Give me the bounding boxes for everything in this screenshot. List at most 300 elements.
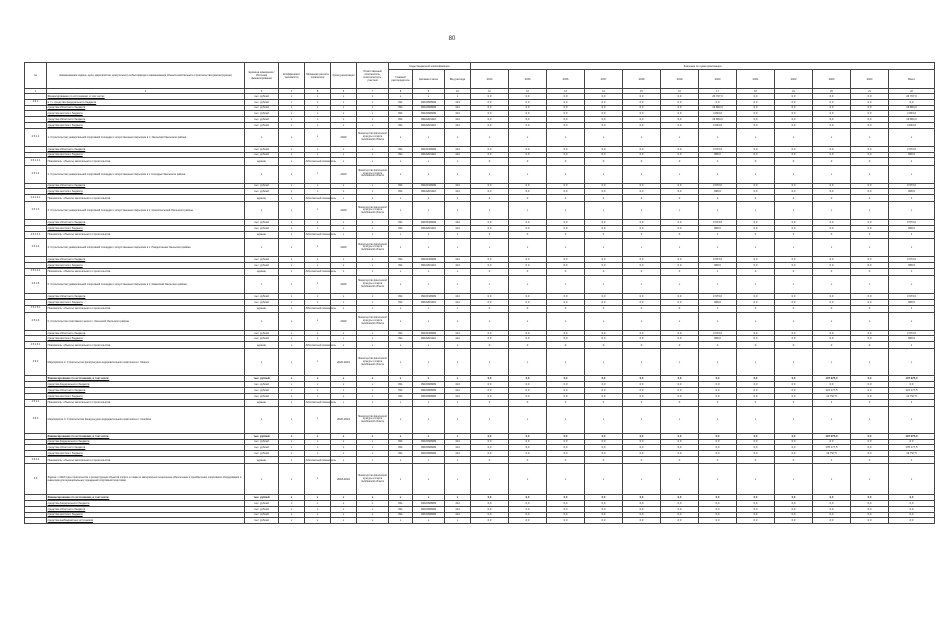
row-total-value: 124 177,5 bbox=[889, 388, 935, 394]
row-method: x bbox=[305, 393, 331, 399]
row-cell: 0 bbox=[547, 399, 585, 406]
row-cell: 0,0 bbox=[547, 146, 585, 152]
column-index: 6 bbox=[331, 89, 357, 94]
row-cell: 0 bbox=[699, 457, 737, 464]
row-cell: 0,0 bbox=[471, 152, 509, 158]
row-cell: x bbox=[279, 349, 305, 376]
row-cell: x bbox=[279, 518, 305, 524]
row-cell: 0,0 bbox=[509, 506, 547, 512]
row-cell: x bbox=[279, 439, 305, 445]
row-cell: x bbox=[445, 268, 471, 275]
row-cell: 0,0 bbox=[737, 94, 775, 100]
row-cell: 0,0 bbox=[509, 257, 547, 263]
row-name: Показатель: объекты капитального строительства bbox=[47, 305, 245, 312]
column-index: 16 bbox=[661, 89, 699, 94]
row-cell: 0,0 bbox=[623, 451, 661, 457]
row-cell: 0,0 bbox=[661, 382, 699, 388]
row-cell: 811 bbox=[389, 439, 413, 445]
row-responsible: x bbox=[357, 183, 389, 189]
row-cell: x bbox=[279, 152, 305, 158]
row-cell: 0 bbox=[509, 305, 547, 312]
row-cell: 0 bbox=[661, 457, 699, 464]
row-responsible: x bbox=[357, 122, 389, 128]
row-cell: 0,0 bbox=[813, 111, 851, 117]
row-total-value: 0,0 bbox=[889, 439, 935, 445]
row-cell: x bbox=[623, 312, 661, 330]
header-gr-code: Главный распорядитель bbox=[389, 70, 413, 89]
row-cell: x bbox=[775, 406, 813, 433]
row-method: x bbox=[305, 122, 331, 128]
row-cell: 0,0 bbox=[661, 262, 699, 268]
row-cell: x bbox=[389, 349, 413, 376]
activity-row bbox=[25, 202, 935, 220]
row-name: средства местного бюджета bbox=[47, 189, 245, 195]
row-cell: x bbox=[331, 495, 357, 501]
row-cell: 0,0 bbox=[775, 111, 813, 117]
row-name: Показатель: объекты капитального строительства bbox=[47, 195, 245, 202]
row-total-value: x bbox=[889, 165, 935, 183]
header-unit: Единица измерения / Источник финансирования bbox=[245, 63, 279, 89]
row-total-value: x bbox=[889, 275, 935, 293]
row-cell: 0,0 bbox=[471, 94, 509, 100]
row-method: Абсолютный показатель bbox=[305, 457, 331, 464]
row-cell: 414 bbox=[445, 293, 471, 299]
row-total-value: 3 973,0 bbox=[889, 183, 935, 189]
row-cell: 0 bbox=[547, 158, 585, 165]
row-cell: 0,0 bbox=[585, 262, 623, 268]
row-cell: 0,0 bbox=[471, 262, 509, 268]
row-cell: x bbox=[813, 239, 851, 257]
row-cell: x bbox=[389, 342, 413, 349]
row-cell: 0,0 bbox=[661, 512, 699, 518]
row-cell: 811 bbox=[389, 183, 413, 189]
row-cell: 0,0 bbox=[775, 518, 813, 524]
row-method: x bbox=[305, 501, 331, 507]
row-cell: 0,0 bbox=[547, 99, 585, 105]
row-cell: 0,0 bbox=[585, 501, 623, 507]
row-cell: 0,0 bbox=[737, 501, 775, 507]
row-cell: 0,0 bbox=[737, 183, 775, 189]
row-responsible: x bbox=[357, 393, 389, 399]
row-cell: x bbox=[279, 342, 305, 349]
row-cell: x bbox=[775, 239, 813, 257]
row-cell: x bbox=[851, 406, 889, 433]
row-name: средства областного бюджета bbox=[47, 117, 245, 123]
column-index: 19 bbox=[775, 89, 813, 94]
row-cell: x bbox=[585, 239, 623, 257]
row-cell: 0,0 bbox=[813, 99, 851, 105]
row-cell: x bbox=[471, 128, 509, 146]
row-cell: тыс. рублей bbox=[245, 376, 279, 382]
column-index: 18 bbox=[737, 89, 775, 94]
row-method: x bbox=[305, 189, 331, 195]
row-cell: 0,0 bbox=[509, 293, 547, 299]
column-index: 17 bbox=[699, 89, 737, 94]
row-cell: 0,0 bbox=[661, 226, 699, 232]
row-cell: x bbox=[851, 275, 889, 293]
row-cell: 0,0 bbox=[851, 105, 889, 111]
row-name: средства областного бюджета bbox=[47, 146, 245, 152]
row-cell: 0910199999 bbox=[413, 257, 445, 263]
row-cell: 0,0 bbox=[547, 111, 585, 117]
row-cell: x bbox=[331, 122, 357, 128]
row-cell: тыс. рублей bbox=[245, 433, 279, 439]
row-cell: тыс. рублей bbox=[245, 226, 279, 232]
row-cell: 0 bbox=[775, 457, 813, 464]
row-cell: x bbox=[279, 128, 305, 146]
row-responsible: x bbox=[357, 501, 389, 507]
header-expense-type: Вид расхода bbox=[445, 70, 471, 89]
row-cell: 0,0 bbox=[585, 299, 623, 305]
row-cell: x bbox=[471, 349, 509, 376]
row-cell: x bbox=[279, 231, 305, 238]
row-cell: x bbox=[413, 239, 445, 257]
row-cell: 414 bbox=[445, 105, 471, 111]
row-cell: x bbox=[699, 275, 737, 293]
indicator-row bbox=[25, 305, 935, 312]
row-cell: 0,0 bbox=[547, 439, 585, 445]
row-cell: 0,0 bbox=[547, 226, 585, 232]
column-index: 10 bbox=[445, 89, 471, 94]
row-cell: 0 bbox=[851, 305, 889, 312]
row-cell: 0,0 bbox=[509, 451, 547, 457]
row-cell: x bbox=[471, 464, 509, 495]
row-cell: 0,0 bbox=[623, 183, 661, 189]
row-cell: 0 bbox=[661, 158, 699, 165]
row-cell: 811 bbox=[389, 122, 413, 128]
row-cell: 0,0 bbox=[585, 122, 623, 128]
row-cell: 0,0 bbox=[699, 433, 737, 439]
row-method: x bbox=[305, 226, 331, 232]
row-cell: x bbox=[331, 336, 357, 342]
row-cell: 0,0 bbox=[471, 122, 509, 128]
row-cell: 0,0 bbox=[547, 388, 585, 394]
row-cell: 0,0 bbox=[661, 336, 699, 342]
row-cell: 0,0 bbox=[699, 512, 737, 518]
row-cell: x bbox=[445, 349, 471, 376]
row-cell: x bbox=[245, 349, 279, 376]
row-total-value: x bbox=[889, 128, 935, 146]
row-cell: 0,0 bbox=[737, 146, 775, 152]
row-cell: 0,0 bbox=[471, 376, 509, 382]
row-responsible: x bbox=[357, 226, 389, 232]
row-cell: 0 bbox=[813, 305, 851, 312]
row-name: средства федерального бюджета bbox=[47, 501, 245, 507]
row-responsible: x bbox=[357, 457, 389, 464]
row-responsible: Министерство физической культуры и спорта Челябинской области bbox=[357, 239, 389, 257]
row-cell: 811 bbox=[389, 146, 413, 152]
row-cell: 0,0 bbox=[851, 451, 889, 457]
row-cell: 0,0 bbox=[851, 433, 889, 439]
row-cell: x bbox=[623, 202, 661, 220]
row-method: Абсолютный показатель bbox=[305, 342, 331, 349]
budget-table bbox=[24, 62, 935, 524]
row-cell: 811 bbox=[389, 117, 413, 123]
row-cell: 0,0 bbox=[775, 262, 813, 268]
row-cell: x bbox=[813, 202, 851, 220]
column-index: 15 bbox=[623, 89, 661, 94]
row-cell: 0,0 bbox=[851, 501, 889, 507]
row-cell: 2020 bbox=[331, 165, 357, 183]
row-cell: 968,6 bbox=[699, 152, 737, 158]
row-cell: 0 bbox=[623, 342, 661, 349]
row-cell: 124 177,5 bbox=[813, 388, 851, 394]
row-responsible: Министерство физической культуры и спорта Челябинской области bbox=[357, 406, 389, 433]
row-total-value: 4 843,0 bbox=[889, 122, 935, 128]
row-cell: 0,0 bbox=[851, 117, 889, 123]
row-cell: 0,0 bbox=[851, 388, 889, 394]
row-cell: 811 bbox=[389, 512, 413, 518]
row-cell: 0,0 bbox=[547, 518, 585, 524]
row-total-value: 1 bbox=[889, 195, 935, 202]
row-cell: 0,0 bbox=[623, 495, 661, 501]
row-cell: x bbox=[445, 433, 471, 439]
row-cell: 0,0 bbox=[699, 451, 737, 457]
row-total-value: x bbox=[889, 349, 935, 376]
row-cell: x bbox=[851, 202, 889, 220]
row-code: 4.5.1.2.1 bbox=[25, 195, 47, 202]
row-cell: x bbox=[445, 231, 471, 238]
row-cell: x bbox=[331, 506, 357, 512]
column-index: 7 bbox=[357, 89, 389, 94]
row-name: средства местного бюджета bbox=[47, 152, 245, 158]
row-name: 3. Строительство универсальной спортивной площадки с искусственным покрытием в п. Красносельский Увельского района bbox=[47, 202, 245, 220]
row-responsible: x bbox=[357, 451, 389, 457]
row-cell: x bbox=[413, 202, 445, 220]
row-cell: x bbox=[699, 202, 737, 220]
row-total-value: 0,0 bbox=[889, 506, 935, 512]
row-cell: x bbox=[279, 239, 305, 257]
row-cell: тыс. рублей bbox=[245, 495, 279, 501]
row-method: x bbox=[305, 506, 331, 512]
row-cell: 0,0 bbox=[509, 262, 547, 268]
row-total-value: 19 797,5 bbox=[889, 451, 935, 457]
funding-row bbox=[25, 518, 935, 524]
row-method: x bbox=[305, 257, 331, 263]
row-cell: 1 bbox=[699, 158, 737, 165]
row-cell: 0,0 bbox=[623, 330, 661, 336]
row-name: средства местного бюджета bbox=[47, 122, 245, 128]
row-cell: 0910199999 bbox=[413, 293, 445, 299]
row-cell: x bbox=[445, 457, 471, 464]
row-cell: x bbox=[413, 268, 445, 275]
row-responsible: x bbox=[357, 388, 389, 394]
row-cell: 0,0 bbox=[623, 122, 661, 128]
row-cell: x bbox=[331, 399, 357, 406]
row-cell: 0,0 bbox=[623, 299, 661, 305]
row-cell: x bbox=[279, 406, 305, 433]
row-cell: x bbox=[813, 406, 851, 433]
row-cell: x bbox=[585, 349, 623, 376]
row-cell: x bbox=[331, 268, 357, 275]
row-cell: x bbox=[813, 165, 851, 183]
row-cell: x bbox=[509, 202, 547, 220]
row-cell: x bbox=[279, 220, 305, 226]
header-year: 2016 bbox=[547, 70, 585, 89]
row-cell: x bbox=[471, 202, 509, 220]
row-cell: 0,0 bbox=[509, 495, 547, 501]
row-cell: 0,0 bbox=[471, 330, 509, 336]
row-code: 4.5.1.1 bbox=[25, 128, 47, 146]
row-cell: 0 bbox=[623, 305, 661, 312]
row-cell: 0,0 bbox=[471, 512, 509, 518]
row-cell: 0910099999 bbox=[413, 393, 445, 399]
row-cell: x bbox=[279, 305, 305, 312]
row-method: x bbox=[305, 146, 331, 152]
row-cell: 811 bbox=[389, 152, 413, 158]
row-cell: 3 973,0 bbox=[699, 330, 737, 336]
row-cell: тыс. рублей bbox=[245, 146, 279, 152]
row-cell: x bbox=[245, 239, 279, 257]
row-cell: 0 bbox=[775, 195, 813, 202]
row-responsible: x bbox=[357, 158, 389, 165]
row-cell: x bbox=[445, 165, 471, 183]
row-cell: 0,0 bbox=[851, 226, 889, 232]
row-method: x bbox=[305, 406, 331, 433]
row-cell: 0 bbox=[547, 305, 585, 312]
row-cell: x bbox=[737, 349, 775, 376]
row-cell: x bbox=[509, 312, 547, 330]
row-cell: 0,0 bbox=[471, 336, 509, 342]
row-cell: x bbox=[445, 312, 471, 330]
row-cell: 0,0 bbox=[813, 117, 851, 123]
row-cell: 2020-2024 bbox=[331, 349, 357, 376]
row-cell: тыс. рублей bbox=[245, 518, 279, 524]
row-cell: x bbox=[331, 518, 357, 524]
row-code: 4.5.1.5.1 bbox=[25, 305, 47, 312]
row-cell: 0,0 bbox=[813, 512, 851, 518]
row-name: в т.ч. средства федерального бюджета bbox=[47, 99, 245, 105]
row-total-value: x bbox=[889, 202, 935, 220]
row-cell: 0,0 bbox=[661, 445, 699, 451]
row-responsible: Министерство физической культуры и спорта Челябинской области bbox=[357, 202, 389, 220]
row-code: 4.5.1.5 bbox=[25, 275, 47, 293]
row-cell: x bbox=[279, 388, 305, 394]
row-cell: 0,0 bbox=[699, 393, 737, 399]
row-cell: 414 bbox=[445, 439, 471, 445]
row-name: Показатель: объекты капитального строительства bbox=[47, 231, 245, 238]
row-cell: 0910099999 bbox=[413, 439, 445, 445]
row-cell: 414 bbox=[445, 146, 471, 152]
column-index: 1 bbox=[25, 89, 47, 94]
row-cell: 0 bbox=[471, 268, 509, 275]
row-cell: x bbox=[331, 445, 357, 451]
row-cell: 0,0 bbox=[547, 220, 585, 226]
row-cell: x bbox=[445, 195, 471, 202]
row-cell: 0,0 bbox=[509, 382, 547, 388]
row-cell: x bbox=[331, 433, 357, 439]
row-cell: 0,0 bbox=[509, 94, 547, 100]
row-cell: x bbox=[279, 189, 305, 195]
row-cell: x bbox=[245, 312, 279, 330]
row-cell: x bbox=[851, 349, 889, 376]
row-cell: 0,0 bbox=[775, 439, 813, 445]
header-year: 2018 bbox=[623, 70, 661, 89]
row-cell: 0,0 bbox=[661, 111, 699, 117]
row-code: 4.5.1.4 bbox=[25, 239, 47, 257]
row-responsible: x bbox=[357, 506, 389, 512]
row-cell: x bbox=[737, 128, 775, 146]
row-cell: x bbox=[737, 239, 775, 257]
row-cell: x bbox=[279, 94, 305, 100]
row-cell: 0,0 bbox=[509, 117, 547, 123]
row-cell: 0,0 bbox=[775, 382, 813, 388]
row-method: x bbox=[305, 518, 331, 524]
row-cell: 0,0 bbox=[661, 501, 699, 507]
row-cell: x bbox=[699, 165, 737, 183]
row-total-value: 968,6 bbox=[889, 336, 935, 342]
row-cell: x bbox=[279, 275, 305, 293]
row-cell: x bbox=[331, 330, 357, 336]
row-cell: 0,0 bbox=[813, 226, 851, 232]
row-cell: x bbox=[413, 495, 445, 501]
row-cell: единиц bbox=[245, 457, 279, 464]
row-cell: 0,0 bbox=[661, 189, 699, 195]
header-year: 2024 bbox=[851, 70, 889, 89]
row-cell: 0,0 bbox=[547, 512, 585, 518]
row-cell: 0,0 bbox=[547, 152, 585, 158]
row-cell: x bbox=[279, 293, 305, 299]
row-cell: 0 bbox=[585, 195, 623, 202]
row-cell: 0,0 bbox=[737, 512, 775, 518]
row-cell: 0,0 bbox=[585, 439, 623, 445]
row-cell: x bbox=[279, 202, 305, 220]
row-cell: x bbox=[413, 231, 445, 238]
row-cell: 0,0 bbox=[851, 330, 889, 336]
row-cell: 0,0 bbox=[699, 501, 737, 507]
row-cell: 0,0 bbox=[547, 445, 585, 451]
row-cell: 0 bbox=[737, 342, 775, 349]
row-cell: 0 bbox=[737, 268, 775, 275]
row-cell: 0,0 bbox=[585, 111, 623, 117]
row-cell: 0,0 bbox=[851, 293, 889, 299]
row-cell: тыс. рублей bbox=[245, 189, 279, 195]
row-cell: 0,0 bbox=[661, 330, 699, 336]
row-cell: x bbox=[509, 128, 547, 146]
row-cell: x bbox=[331, 393, 357, 399]
row-cell: 0,0 bbox=[471, 495, 509, 501]
row-cell: 0 bbox=[585, 268, 623, 275]
row-cell: 0910099999 bbox=[413, 388, 445, 394]
row-total-value: x bbox=[889, 239, 935, 257]
row-cell: x bbox=[413, 342, 445, 349]
row-cell: x bbox=[413, 305, 445, 312]
row-method: x bbox=[305, 262, 331, 268]
row-cell: 0 bbox=[623, 231, 661, 238]
row-cell: x bbox=[331, 226, 357, 232]
row-total-value: 0,0 bbox=[889, 382, 935, 388]
row-cell: 0 bbox=[813, 158, 851, 165]
row-cell: x bbox=[331, 183, 357, 189]
row-cell: единиц bbox=[245, 342, 279, 349]
row-cell: 0,0 bbox=[813, 122, 851, 128]
row-cell: 0,0 bbox=[471, 433, 509, 439]
row-cell: x bbox=[331, 220, 357, 226]
row-cell: 0,0 bbox=[699, 382, 737, 388]
row-method: x bbox=[305, 105, 331, 111]
row-cell: 1 bbox=[699, 268, 737, 275]
row-cell: 0 bbox=[471, 158, 509, 165]
row-responsible: x bbox=[357, 189, 389, 195]
row-name: Показатель: объекты капитального строительства bbox=[47, 399, 245, 406]
row-cell: 0,0 bbox=[813, 94, 851, 100]
row-cell: 0,0 bbox=[623, 433, 661, 439]
header-budget-group: Коды бюджетной классификации bbox=[389, 63, 471, 70]
row-cell: x bbox=[389, 305, 413, 312]
row-cell: 0,0 bbox=[471, 518, 509, 524]
row-cell: 0,0 bbox=[737, 189, 775, 195]
row-cell: 0,0 bbox=[471, 393, 509, 399]
